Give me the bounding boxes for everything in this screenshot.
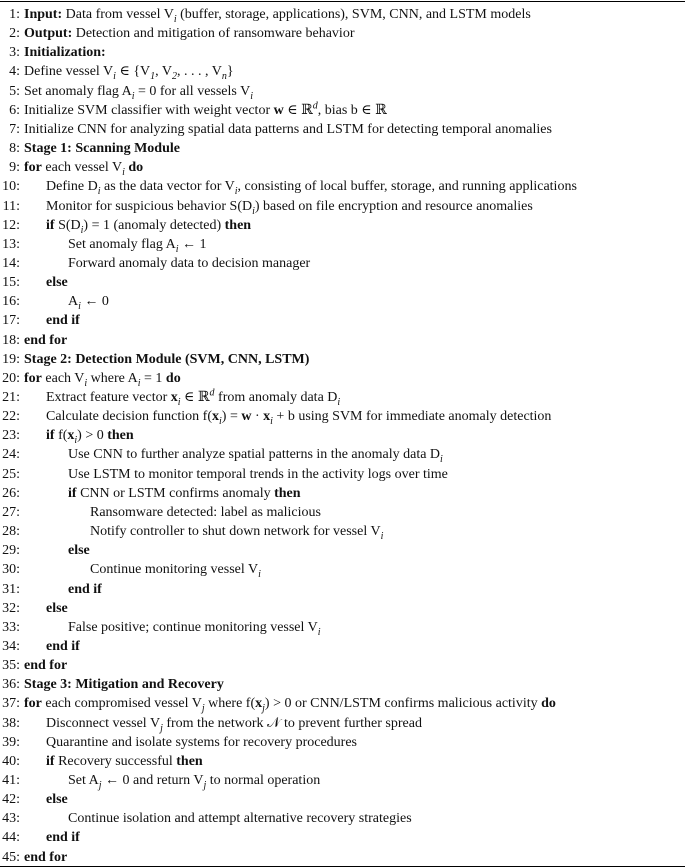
keyword: end if [68, 581, 102, 597]
algorithm-line [0, 120, 685, 139]
line-number: 32: [2, 600, 20, 616]
text-run: Quarantine and isolate systems for recovery procedures [46, 734, 357, 750]
subscript: 1 [150, 71, 156, 83]
text-run: each vessel V [41, 160, 123, 176]
subscript: j [262, 703, 265, 715]
line-number: 42: [2, 792, 20, 808]
line-text [46, 733, 357, 752]
text-run: ) > 0 or CNN/LSTM confirms malicious activity [264, 696, 542, 712]
text-run: where f( [204, 696, 256, 712]
line-number: 38: [2, 715, 20, 731]
text-run: from anomaly data D [214, 390, 338, 405]
keyword: w [273, 102, 284, 118]
keyword: end for [24, 849, 68, 865]
line-text [24, 656, 67, 675]
line-text [68, 254, 310, 273]
algorithm-line [0, 503, 685, 522]
subscript: i [177, 396, 181, 408]
line-text [68, 484, 301, 503]
subscript: i [250, 90, 253, 102]
algorithm-line [0, 522, 685, 541]
keyword: end if [46, 830, 80, 846]
line-number: 6: [9, 102, 20, 118]
text-run: (buffer, storage, applications), SVM, CNN, and LSTM models [176, 7, 531, 22]
line-number: 8: [9, 141, 20, 157]
text-run: ∈ ℝ [283, 102, 313, 118]
text-run: each compromised vessel V [41, 696, 202, 712]
line-number: 23: [2, 428, 20, 444]
text-run: ← 1 [178, 236, 207, 252]
line-number: 1: [9, 7, 20, 22]
keyword: end if [46, 638, 80, 654]
line-text [24, 24, 354, 43]
subscript: j [98, 779, 102, 791]
keyword: else [68, 543, 90, 559]
algorithm-line [0, 560, 685, 579]
text-run: Ransomware detected: label as malicious [90, 504, 321, 520]
algorithm-line [0, 599, 685, 618]
algorithm-line [0, 848, 685, 867]
subscript: i [78, 301, 81, 313]
algorithm-line [0, 216, 685, 235]
text-run: · [251, 409, 264, 425]
line-text [46, 599, 68, 618]
text-run: = 0 for all vessels V [134, 83, 251, 99]
subscript: i [131, 90, 135, 102]
line-number: 29: [2, 543, 20, 559]
text-run: from the network 𝒩 to prevent further spread [162, 715, 422, 731]
top-rule [0, 1, 685, 2]
algorithm-line [0, 292, 685, 311]
superscript: d [209, 387, 215, 399]
line-number: 14: [2, 255, 20, 271]
algorithm-line [0, 752, 685, 771]
text-run: , bias b ∈ ℝ [317, 102, 387, 118]
line-number: 35: [2, 658, 20, 674]
text-run: , consisting of local buffer, storage, and running applications [237, 179, 577, 195]
line-number: 30: [2, 562, 20, 578]
line-text [68, 465, 448, 484]
text-run: to normal operation [206, 773, 321, 788]
text-run: Notify controller to shut down network for vessel V [90, 524, 381, 540]
line-number: 9: [9, 160, 20, 176]
keyword: then [107, 428, 134, 444]
keyword: for [24, 370, 42, 386]
algorithm-line [0, 62, 685, 81]
algorithm-line [0, 388, 685, 407]
subscript: i [337, 396, 341, 408]
keyword: w [241, 409, 252, 425]
line-text [24, 101, 387, 120]
text-run: , V [155, 64, 173, 80]
line-number: 11: [2, 198, 20, 214]
bottom-rule [0, 866, 685, 867]
line-text [24, 139, 180, 158]
line-number: 22: [2, 409, 20, 425]
text-run: Initialize SVM classifier with weight vector [24, 102, 274, 118]
algorithm-line [0, 714, 685, 733]
line-number: 19: [2, 351, 20, 367]
line-text [90, 503, 321, 522]
text-run: , . . . , V [177, 64, 222, 80]
keyword: then [176, 753, 203, 769]
algorithm-line [0, 694, 685, 713]
keyword: else [46, 792, 68, 808]
line-number: 24: [2, 447, 20, 463]
subscript: n [221, 71, 227, 83]
line-text [24, 43, 106, 62]
line-number: 2: [9, 26, 20, 42]
text-run: ∈ {V [115, 64, 151, 80]
text-run: Forward anomaly data to decision manager [68, 255, 311, 271]
subscript: i [440, 454, 443, 466]
keyword: x [255, 696, 263, 712]
subscript: i [113, 71, 116, 83]
line-number: 26: [2, 485, 20, 501]
algorithm-line [0, 177, 685, 196]
algorithm-line [0, 407, 685, 426]
subscript: i [173, 13, 177, 25]
text-run: } [226, 64, 234, 80]
line-text [46, 828, 80, 847]
keyword: else [46, 275, 68, 291]
keyword: if [46, 217, 55, 233]
algorithm-line [0, 541, 685, 560]
line-number: 36: [2, 677, 20, 693]
algorithm-line [0, 158, 685, 177]
keyword: for [24, 160, 42, 176]
keyword: x [212, 409, 219, 425]
line-number: 33: [2, 619, 20, 635]
line-number: 40: [2, 753, 20, 769]
line-number: 34: [2, 638, 20, 654]
line-number: 41: [2, 773, 20, 788]
text-run: CNN or LSTM confirms anomaly [76, 485, 275, 501]
keyword: do [128, 160, 144, 176]
algorithm-line [0, 139, 685, 158]
line-text [24, 675, 224, 694]
algorithm-line [0, 43, 685, 62]
keyword: x [67, 428, 75, 444]
keyword: x [170, 390, 178, 405]
line-text [46, 273, 68, 292]
algorithm-line [0, 101, 685, 120]
subscript: i [270, 415, 273, 427]
text-run: each V [41, 370, 85, 386]
keyword: x [263, 409, 271, 425]
line-number: 37: [2, 696, 20, 712]
text-run: S(D [54, 217, 81, 233]
subscript: i [137, 377, 141, 389]
algorithm-line [0, 771, 685, 790]
line-number: 43: [2, 811, 20, 827]
line-number: 21: [2, 390, 20, 405]
subscript: i [74, 435, 78, 447]
algorithm-line [0, 197, 685, 216]
subscript: i [84, 377, 88, 389]
line-text [24, 120, 552, 139]
algorithm-line [0, 5, 685, 24]
algorithm-line [0, 790, 685, 809]
subscript: i [80, 224, 84, 236]
text-run: Extract feature vector [46, 390, 171, 405]
line-text [46, 311, 80, 330]
algorithm-line [0, 254, 685, 273]
keyword: then [224, 217, 252, 233]
subscript: i [234, 186, 238, 198]
algorithm-line [0, 809, 685, 828]
line-number: 31: [2, 581, 20, 597]
line-text [46, 752, 203, 771]
subscript: j [201, 703, 205, 715]
line-text [46, 790, 68, 809]
keyword: if [46, 428, 55, 444]
keyword: do [165, 370, 181, 386]
algorithm-line [0, 580, 685, 599]
keyword: Stage 2: Detection Module (SVM, CNN, LSTM) [24, 351, 310, 367]
keyword: if [68, 485, 77, 501]
text-run: Disconnect vessel V [46, 715, 161, 731]
text-run: Set anomaly flag A [24, 83, 132, 99]
algorithm-line [0, 235, 685, 254]
algorithm-line [0, 445, 685, 464]
line-text [68, 541, 90, 560]
line-number: 3: [9, 45, 20, 61]
algorithm-line [0, 484, 685, 503]
algorithm-line [0, 637, 685, 656]
text-run: ← 0 [80, 294, 109, 310]
algorithm-line [0, 733, 685, 752]
algorithm-line [0, 24, 685, 43]
keyword: end for [24, 658, 68, 674]
algorithm-line [0, 311, 685, 330]
keyword: Input: [24, 7, 63, 22]
line-number: 13: [2, 236, 20, 252]
keyword: Initialization: [24, 45, 106, 61]
keyword: for [24, 696, 42, 712]
keyword: else [46, 600, 68, 616]
algorithm-line [0, 82, 685, 101]
text-run: ∈ ℝ [180, 390, 210, 405]
algorithm-line [0, 369, 685, 388]
text-run: Recovery successful [54, 753, 177, 769]
keyword: Output: [24, 26, 73, 42]
text-run: Use CNN to further analyze spatial patterns in the anomaly data D [68, 447, 441, 463]
algorithm-line [0, 618, 685, 637]
subscript: i [317, 626, 321, 638]
text-run: ) > 0 [77, 428, 108, 444]
subscript: 2 [172, 71, 178, 83]
text-run: Define vessel V [24, 64, 114, 80]
line-number: 7: [9, 121, 20, 137]
subscript: i [175, 243, 179, 255]
keyword: if [46, 753, 55, 769]
text-run: ← 0 and return V [101, 773, 204, 788]
text-run: where A [87, 370, 138, 386]
text-run: Calculate decision function f( [46, 409, 212, 425]
text-run: ) = [221, 409, 242, 425]
text-run: Continue isolation and attempt alternative recovery strategies [68, 811, 412, 827]
line-text [24, 350, 309, 369]
line-number: 12: [2, 217, 20, 233]
subscript: i [252, 205, 255, 217]
line-text [24, 848, 67, 867]
line-number: 44: [2, 830, 20, 846]
text-run: ) = 1 (anomaly detected) [83, 217, 225, 233]
keyword: then [274, 485, 301, 501]
text-run: + b using SVM for immediate anomaly detection [272, 409, 552, 425]
algorithm-line [0, 273, 685, 292]
text-run: Data from vessel V [62, 7, 174, 22]
line-number: 20: [2, 370, 20, 386]
line-text [24, 331, 67, 350]
text-run: = 1 [140, 370, 166, 386]
text-run: Initialize CNN for analyzing spatial data patterns and LSTM for detecting temporal anomalies [24, 121, 552, 137]
text-run: Detection and mitigation of ransomware behavior [72, 26, 355, 42]
text-run: ) based on file encryption and resource anomalies [254, 198, 533, 214]
algorithm-line [0, 426, 685, 445]
algorithm-line [0, 656, 685, 675]
text-run: Define D [46, 179, 98, 195]
text-run: Set A [68, 773, 99, 788]
line-number: 18: [2, 332, 20, 348]
algorithm-line [0, 331, 685, 350]
keyword: Stage 3: Mitigation and Recovery [24, 677, 224, 693]
line-text [68, 809, 412, 828]
subscript: i [380, 530, 384, 542]
line-number: 25: [2, 466, 20, 482]
line-number: 15: [2, 275, 20, 291]
keyword: Stage 1: Scanning Module [24, 141, 180, 157]
line-number: 17: [2, 313, 20, 329]
keyword: end for [24, 332, 68, 348]
subscript: i [258, 569, 261, 581]
line-number: 4: [9, 64, 20, 80]
subscript: j [203, 779, 207, 791]
subscript: i [219, 415, 222, 427]
line-number: 28: [2, 524, 20, 540]
text-run: False positive; continue monitoring vessel V [68, 619, 318, 635]
text-run: Use LSTM to monitor temporal trends in the activity logs over time [68, 466, 448, 482]
line-number: 39: [2, 734, 20, 750]
text-run: as the data vector for V [100, 179, 235, 195]
algorithm-line [0, 350, 685, 369]
line-text [46, 637, 80, 656]
algorithm-line [0, 675, 685, 694]
text-run: Set anomaly flag A [68, 236, 176, 252]
text-run: Monitor for suspicious behavior S(D [46, 198, 253, 214]
algorithm-line [0, 828, 685, 847]
superscript: d [312, 100, 318, 112]
algorithm-line [0, 465, 685, 484]
line-number: 5: [9, 83, 20, 99]
line-number: 45: [2, 849, 20, 865]
text-run: Continue monitoring vessel V [90, 562, 259, 578]
line-text [68, 580, 102, 599]
subscript: j [160, 722, 163, 734]
line-number: 27: [2, 504, 20, 520]
line-number: 10: [2, 179, 20, 195]
text-run: f( [54, 428, 68, 444]
subscript: i [122, 166, 125, 178]
text-run: A [68, 294, 79, 310]
subscript: i [97, 186, 101, 198]
keyword: do [541, 696, 556, 712]
line-number: 16: [2, 294, 20, 310]
keyword: end if [46, 313, 80, 329]
